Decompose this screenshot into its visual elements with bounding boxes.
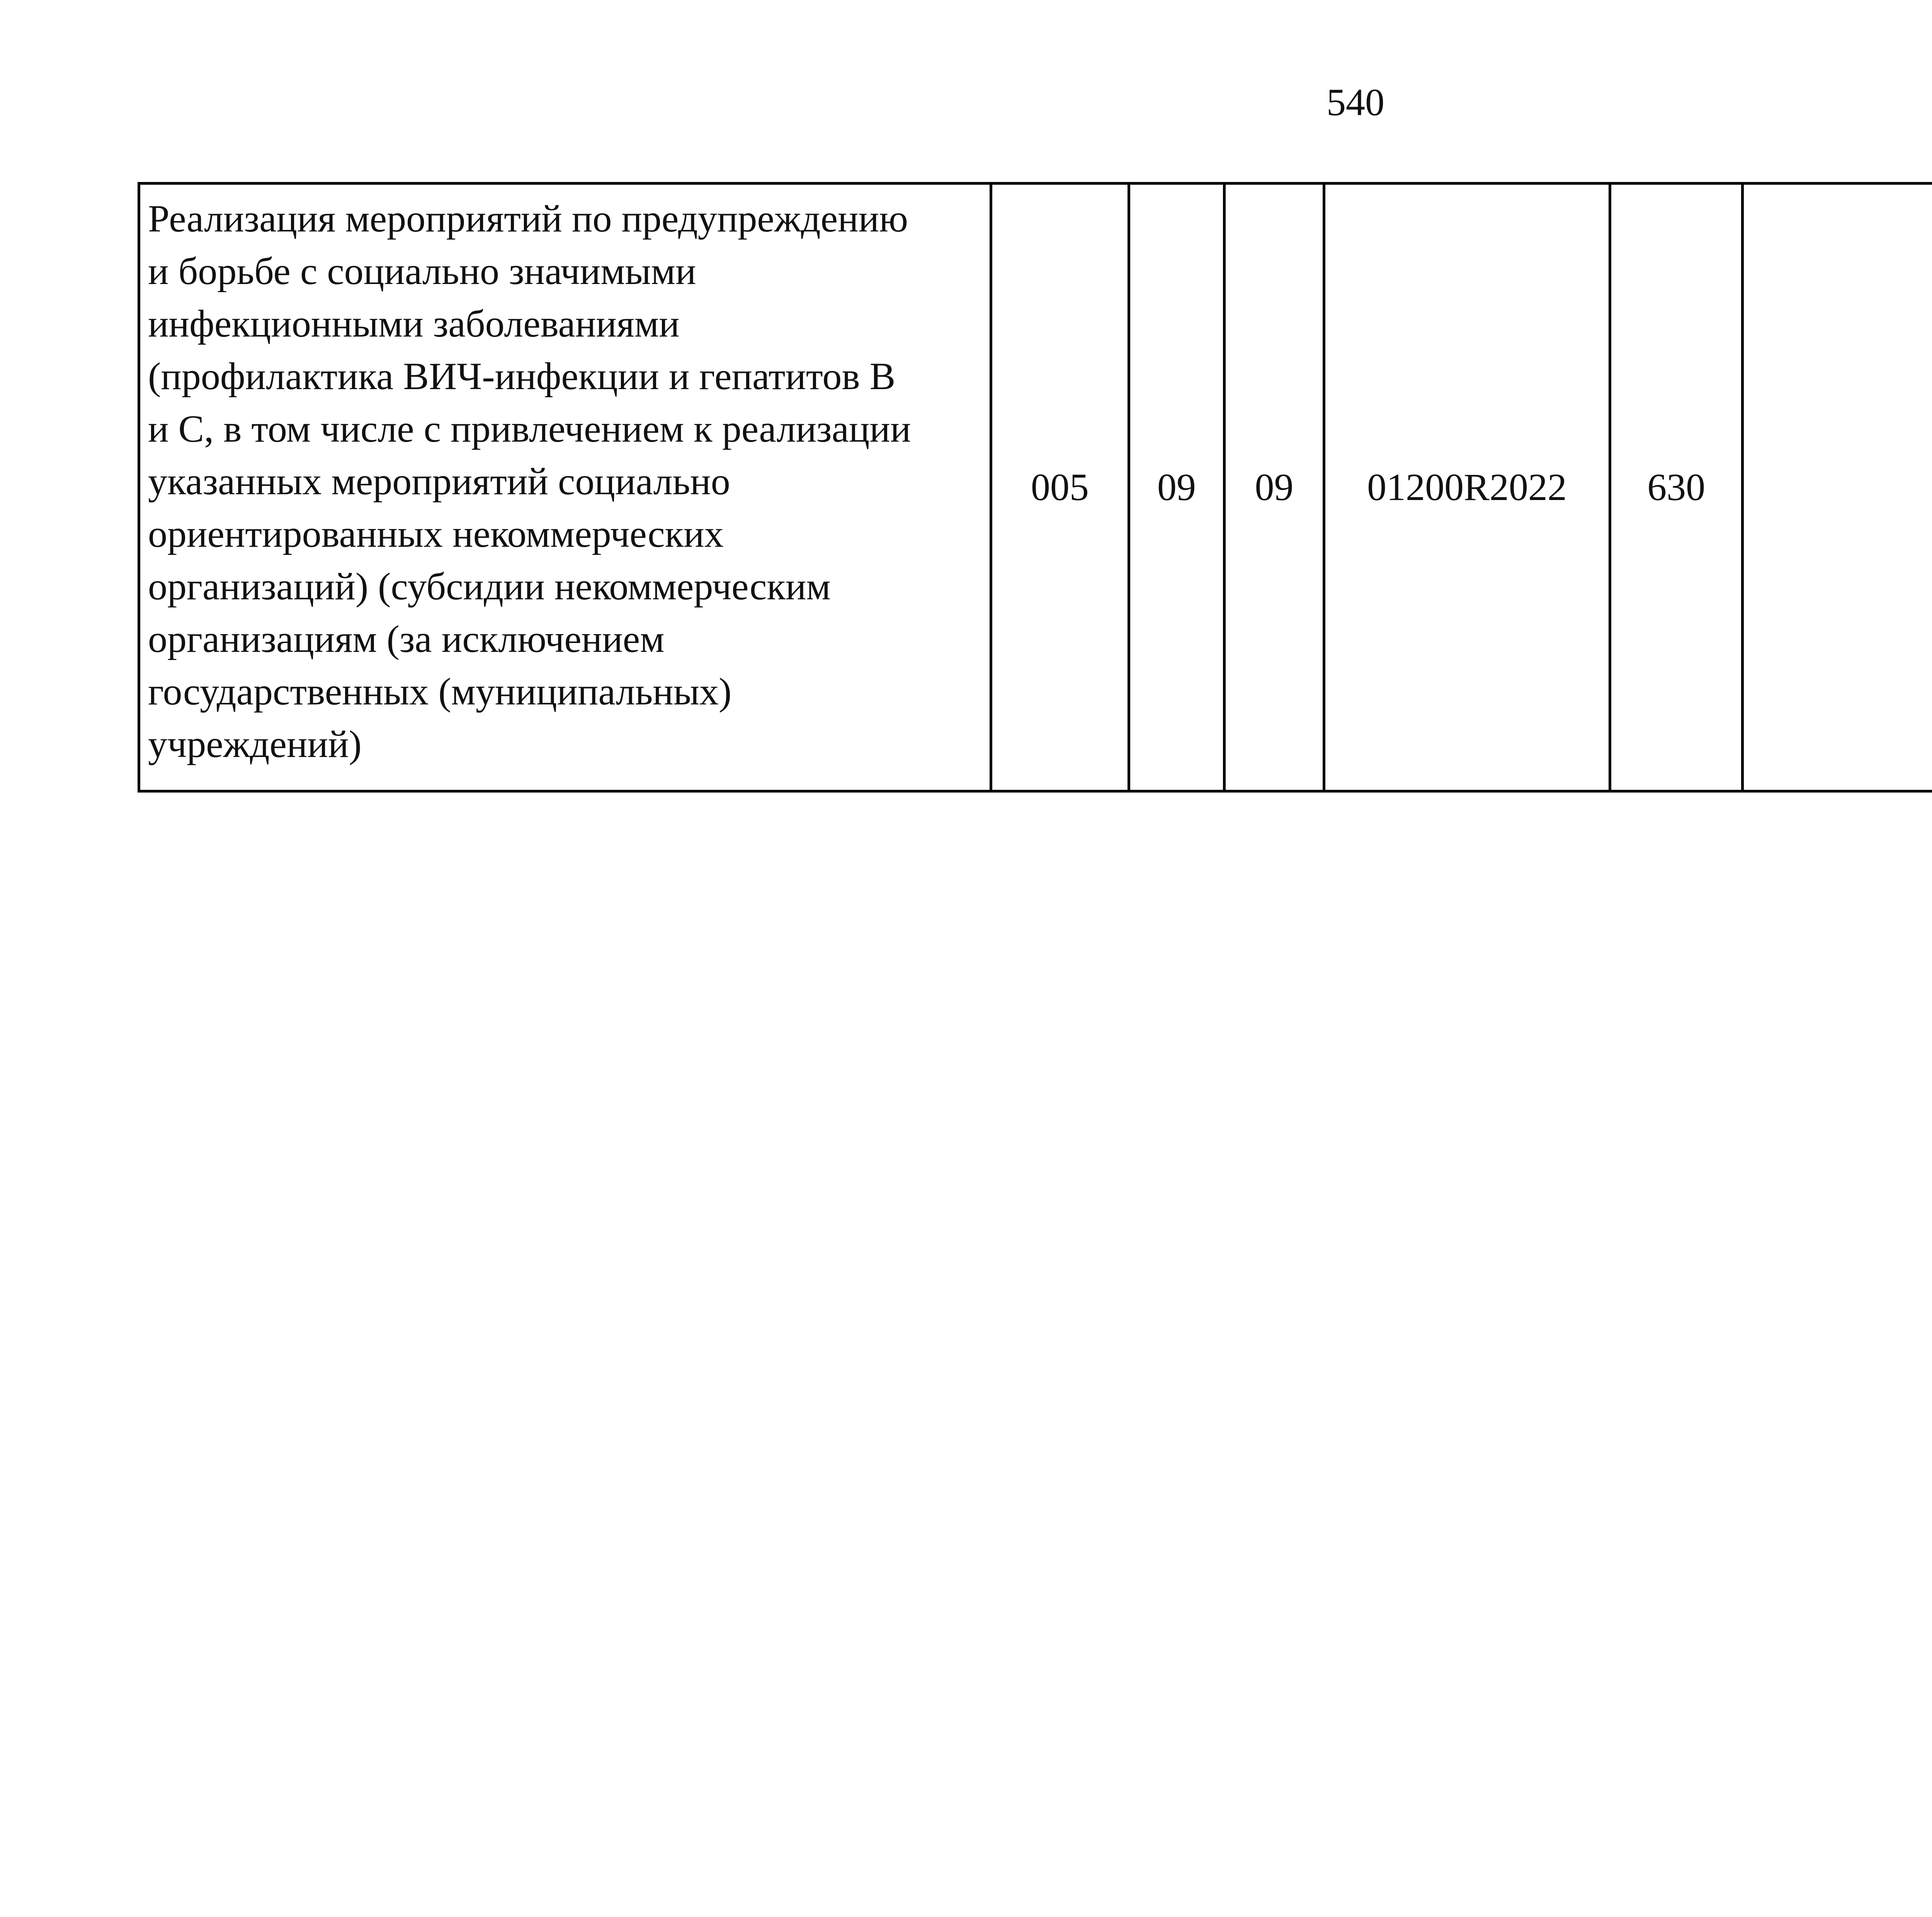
page-number: 540 bbox=[1327, 81, 1384, 124]
description-line: инфекционными заболеваниями bbox=[148, 302, 680, 345]
description-line: и борьбе с социально значимыми bbox=[148, 250, 696, 293]
description-line: организациям (за исключением bbox=[148, 617, 665, 660]
description-line: (профилактика ВИЧ-инфекции и гепатитов В bbox=[148, 355, 896, 398]
description-line: организаций) (субсидии некоммерческим bbox=[148, 565, 831, 608]
description-line: ориентированных некоммерческих bbox=[148, 512, 724, 555]
description-line: учреждений) bbox=[148, 723, 362, 765]
description-line: государственных (муниципальных) bbox=[148, 670, 732, 713]
expense-type-cell: 630 bbox=[1610, 184, 1743, 791]
description-line: Реализация мероприятий по предупреждению bbox=[148, 197, 908, 240]
description-cell bbox=[139, 184, 991, 791]
description-line: указанных мероприятий социально bbox=[148, 460, 730, 503]
table-row bbox=[139, 184, 1932, 791]
ministry-code-cell: 005 bbox=[991, 184, 1129, 791]
subsection-cell: 09 bbox=[1224, 184, 1324, 791]
amount-cell-1 bbox=[1743, 184, 1932, 791]
description-line: и С, в том числе с привлечением к реализации bbox=[148, 407, 911, 450]
budget-table bbox=[138, 182, 1932, 793]
section-cell: 09 bbox=[1129, 184, 1225, 791]
target-article-cell: 01200R2022 bbox=[1324, 184, 1610, 791]
